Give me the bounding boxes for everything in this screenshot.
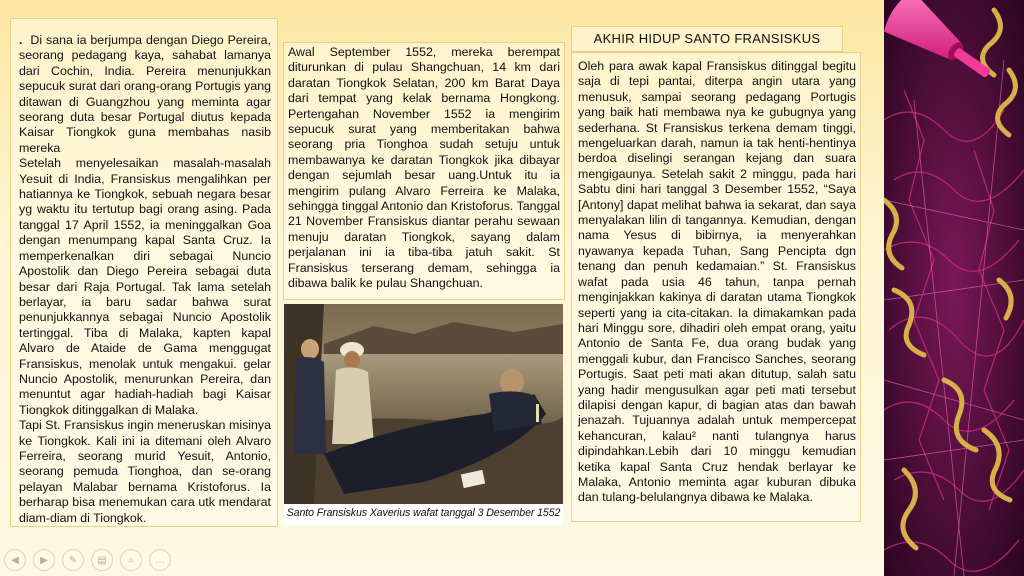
previous-slide-button[interactable] bbox=[4, 549, 26, 571]
text-column-left bbox=[10, 18, 278, 527]
paragraph-death: Oleh para awak kapal Fransiskus ditinggal begitu saja di tepi pantai, diterpa angin utara yang menusuk, sampai seorang pedagang Portugis yang baik hati membawa nya ke gubugnya yang sederhana. St Fransiskus terkena demam tinggi, mengeluarkan darah, namun ia tak henti-hentinya berdoa diselingi serangan kejang dan suara mengigaunya. Setelah sakit 2 minggu, pada hari Sabtu dini hari tanggal 3 Desember 1552, “Saya [Antony] dapat melihat bahwa ia sekarat, dan saya menyalakan lilin di tangannya. Kemudian, dengan nama Yesus di bibirnya, ia menyerahkan nyawanya kepada Tuhan, Sang Pencipta dgn tenang dan penuh kedamaian.” St. Fransiskus wafat pada usia 46 tahun, tanpa pernah menginjakkan kakinya di daratan utama Tiongkok seperti yang ia cita-citakan. Ia dimakamkan pada hari Minggu sore, dihadiri oleh empat orang, yaitu Antonio de Santa Fe, dua orang budak yang menggali kubur, dan Francisco Sanches, seorang Portugis. Saat peti mati akan ditutup, salah satu yang hadir mengusulkan agar peti mati tersebut dilapisi dengan kapur, di bagian atas dan bawah jenazah. Tujuannya adalah untuk mempercepat kehancuran, kalau² nanti tulangnya harus dipindahkan.Lebih dari 10 minggu kemudian ketika kapal Santa Cruz hendak berlayar ke Malaka, Antonio meminta agar kuburan dibuka dan tulang-belulangnya dibawa ke Malaka. bbox=[578, 59, 856, 505]
text-column-middle bbox=[283, 42, 565, 300]
text-column-right bbox=[571, 52, 861, 522]
pen-icon: ✎ bbox=[68, 554, 78, 566]
paragraph-journey: Setelah menyelesaikan masalah-masalah Yesuit di India, Fransiskus mengalihkan per hatiannya ke Tiongkok, sebuah negara besar yg waktu itu tertutup bagi orang asing. Pada tanggal 17 April 1552, ia meninggalkan Goa dengan menumpang kapal Santa Cruz. Ia memperkenalkan diri sebagai Nuncio Apostolik dan Diego Pereira sebagai duta besar dari Raja Portugal. Tak lama setelah berlayar, ia baru sadar bahwa surat penunjukkannya sebagai Nuncio Apostolik tertinggal. Tiba di Malaka, kapten kapal Alvaro de Ataide de Gama menggugat Fransiskus, menolak untuk mengakui. gelar Nuncio Apostolik, menurunkan Pereira, dan menuntut agar hadiah-hadiah bagi Kaisar Tiongkok ditinggalkan di Malaka. bbox=[19, 156, 271, 417]
section-title: AKHIR HIDUP SANTO FRANSISKUS bbox=[571, 26, 843, 52]
see-all-slides-button[interactable] bbox=[91, 549, 113, 571]
next-slide-button[interactable] bbox=[33, 549, 55, 571]
slideshow-toolbar bbox=[4, 549, 171, 571]
next-icon: ▶ bbox=[40, 554, 48, 566]
zoom-button[interactable] bbox=[120, 549, 142, 571]
previous-icon: ◀ bbox=[11, 554, 19, 566]
paragraph-text: Di sana ia berjumpa dengan Diego Pereira, seorang pedagang kaya, sahabat lamanya dari Cochin, India. Pereira menunjukkan sepucuk surat dari orang-orang Portugis yang ditawan di Guangzhou yang meminta agar seorang duta besar Portugal diutus kepada Kaisar Tiongkok guna membahas nasib mereka bbox=[19, 33, 271, 155]
more-icon: … bbox=[155, 554, 165, 566]
death-of-xavier-painting bbox=[284, 304, 563, 504]
party-decoration-image bbox=[884, 0, 1024, 576]
zoom-icon: ⌕ bbox=[128, 554, 134, 566]
lead-dot: . bbox=[19, 33, 23, 47]
more-options-button[interactable] bbox=[149, 549, 171, 571]
pen-tool-button[interactable] bbox=[62, 549, 84, 571]
paragraph-diego-pereira bbox=[19, 33, 271, 156]
streamers-and-party-horn bbox=[884, 0, 1024, 576]
painting-image bbox=[284, 304, 563, 525]
paragraph-mission: Tapi St. Fransiskus ingin meneruskan misinya ke Tiongkok. Kali ini ia ditemani oleh Alvaro Ferreira, seorang murid Yesuit, Antonio, seorang pemuda Tionghoa, dan se-orang pelayan Malabar bernama Kristoforus. Ia berharap bisa menemukan cara utk mendarat diam-diam di Tiongkok. bbox=[19, 418, 271, 525]
painting-caption: Santo Fransiskus Xaverius wafat tanggal 3 Desember 1552 bbox=[286, 507, 561, 519]
paragraph-shangchuan: Awal September 1552, mereka berempat diturunkan di pulau Shangchuan, 14 km dari daratan Tiongkok Selatan, 200 km Barat Daya dari tempat yang kelak bernama Hongkong. Pertengahan November 1552 ia mengirim sepucuk surat yang memberitakan bahwa seorang pria Tionghoa sudah setuju untuk membawanya ke daratan Tiongkok jika dibayar dengan sejumlah besar uang.Untuk itu ia mengirim pulang Alvaro Ferreira ke Malaka, sehingga tinggal Antonio dan Kristoforus. Tanggal 21 November Fransiskus diantar perahu sewaan menuju daratan Tiongkok, sayang dalam perjalanan ini ia tiba-tiba jatuh sakit. St Fransiskus terserang demam, sehingga ia dibawa balik ke pulau Shangchuan. bbox=[288, 45, 560, 291]
slides-icon: ▤ bbox=[97, 554, 107, 566]
